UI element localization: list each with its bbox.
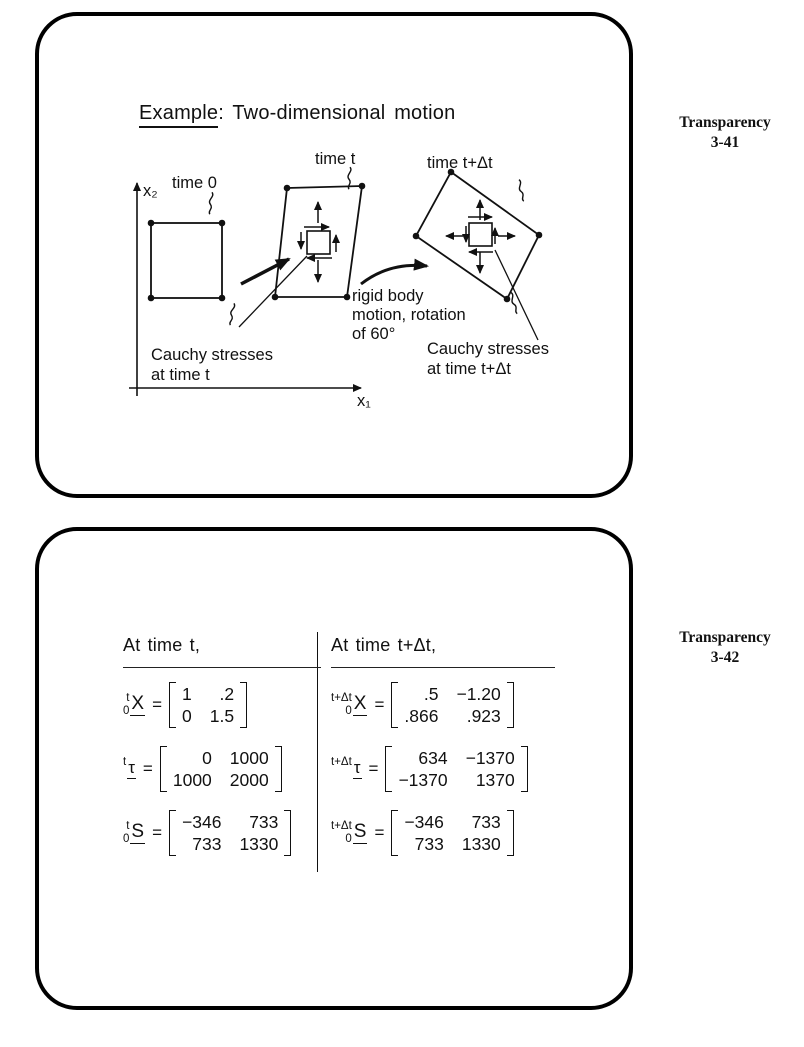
column-at-time-t [123, 635, 321, 873]
tensor-symbol: t+Δt 0 X [331, 691, 367, 717]
left-bracket [169, 682, 176, 727]
left-bracket [160, 746, 167, 791]
time-t-label: time t [315, 150, 356, 168]
transparency-word: Transparency [679, 114, 771, 131]
right-bracket [507, 682, 514, 727]
cauchy-stresses-tdt-label-line2: at time t+Δt [427, 360, 511, 378]
rigid-body-label-line2: motion, rotation [352, 306, 466, 324]
right-bracket [521, 746, 528, 791]
cauchy-stresses-t-label-line1: Cauchy stresses [151, 346, 273, 364]
time-0-label: time 0 [172, 174, 217, 192]
equals-sign: = [142, 759, 153, 778]
left-bracket [385, 746, 392, 791]
header-rule [123, 667, 321, 668]
rigid-body-label-line1: rigid body [352, 287, 424, 305]
equals-sign: = [152, 695, 163, 714]
square-time-0 [151, 223, 222, 298]
two-dimensional-motion-diagram [39, 16, 629, 494]
squiggle-connector [228, 303, 235, 325]
cauchy-stress-row [123, 745, 321, 793]
header-rule [331, 667, 555, 668]
cauchy-stresses-tdt-label-line1: Cauchy stresses [427, 340, 549, 358]
transparency-number-3-41 [645, 113, 804, 153]
equals-sign: = [368, 759, 379, 778]
title-underlined-word: Example [139, 102, 218, 128]
cauchy-stresses-t-label-line2: at time t [151, 366, 210, 384]
matrix-2x2: 1 .2 0 1.5 [169, 682, 247, 727]
body-at-time-0 [148, 174, 226, 301]
transparency-number: 3-41 [710, 134, 740, 152]
corner-dots-time-t-plus-dt [413, 169, 543, 303]
tensor-symbol: t 0 S [123, 819, 145, 845]
matrix-2x2: 0 1000 1000 2000 [160, 746, 282, 791]
right-bracket [284, 810, 291, 855]
tensor-symbol: t τ [123, 755, 135, 777]
matrix-2x2: −346 733 733 1330 [391, 810, 513, 855]
tensor-symbol: t+Δt τ [331, 755, 361, 777]
transparency-word: Transparency [679, 629, 771, 646]
left-bracket [391, 682, 398, 727]
right-bracket [240, 682, 247, 727]
cauchy-stress-row [331, 745, 555, 793]
left-bracket [169, 810, 176, 855]
squiggle-connector [208, 192, 214, 214]
deformation-gradient-row [331, 681, 555, 729]
transparency-number-3-42 [645, 628, 804, 668]
rotation-arrow [361, 265, 427, 284]
corner-dots-time-0 [148, 220, 226, 302]
matrix-2x2: .5 −1.20 .866 .923 [391, 682, 513, 727]
transparency-slide-3-42 [35, 527, 633, 1010]
rigid-body-label-line3: of 60° [352, 325, 396, 343]
x2-axis-label: x₂ [143, 182, 158, 200]
x1-axis-label: x₁ [357, 392, 371, 410]
stress-element-time-t-plus-dt [469, 223, 492, 246]
time-t-plus-dt-label: time t+Δt [427, 154, 493, 172]
matrix-2x2: −346 733 733 1330 [169, 810, 291, 855]
tensor-symbol: t+Δt 0 S [331, 819, 367, 845]
left-bracket [391, 810, 398, 855]
rigid-body-motion-annotation [352, 265, 466, 343]
right-bracket [275, 746, 282, 791]
deformation-arrow [241, 259, 289, 284]
equals-sign: = [152, 823, 163, 842]
matrix-2x2: 634 −1370 −1370 1370 [385, 746, 527, 791]
equals-sign: = [374, 823, 385, 842]
second-piola-kirchhoff-row [331, 809, 555, 857]
column-at-time-t-plus-dt [331, 635, 555, 873]
transparency-slide-3-41 [35, 12, 633, 498]
equals-sign: = [374, 695, 385, 714]
tensor-symbol: t 0 X [123, 691, 145, 717]
deformation-gradient-row [123, 681, 321, 729]
title-rest: : Two-dimensional motion [218, 102, 456, 124]
right-bracket [507, 810, 514, 855]
squiggle-connector [518, 179, 524, 201]
column-header: At time t+Δt, [331, 635, 437, 655]
stress-element-time-t [307, 231, 330, 254]
transparency-number: 3-42 [710, 649, 740, 667]
second-piola-kirchhoff-row [123, 809, 321, 857]
column-header: At time t, [123, 635, 201, 655]
body-at-time-t-plus-dt [413, 154, 549, 378]
